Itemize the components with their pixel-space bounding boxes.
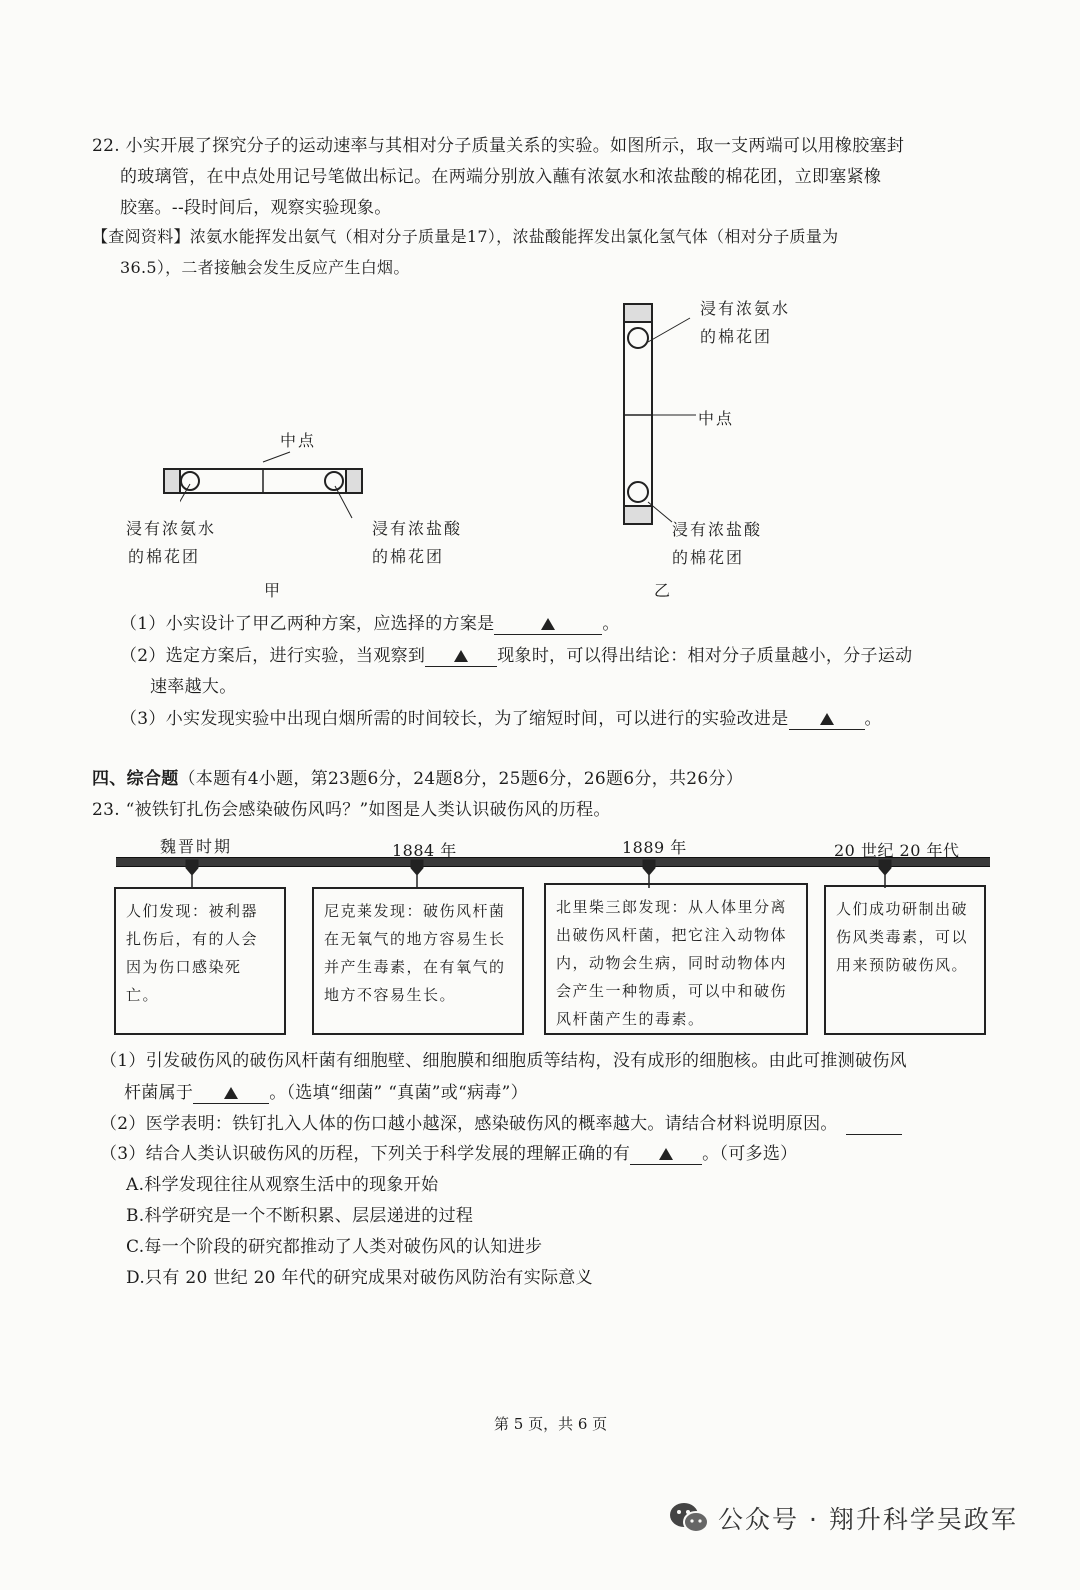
- q22-sub-2-line-2: 速率越大。: [150, 677, 237, 697]
- q22-line-3: 胶塞。--段时间后，观察实验现象。: [120, 198, 392, 218]
- q23-sub-2-text: （2）医学表明：铁钉扎入人体的伤口越小越深，感染破伤风的概率越大。请结合材料说明原因。: [100, 1114, 838, 1134]
- page-footer: 第 5 页，共 6 页: [494, 1415, 608, 1433]
- q22-sub-3-end: 。: [864, 709, 882, 729]
- q22-sub-3-text: （3）小实发现实验中出现白烟所需的时间较长，为了缩短时间，可以进行的实验改进是: [120, 709, 789, 729]
- q22-line-1: 22. 小实开展了探究分子的运动速率与其相对分子质量关系的实验。如图所示，取一支两端可以用橡胶塞封: [92, 136, 905, 156]
- q22-sub-1: [120, 609, 620, 635]
- triangle-icon: [454, 650, 468, 662]
- q22-sub-3-answer-blank[interactable]: [789, 709, 865, 730]
- q22-sub-1-answer-blank[interactable]: [494, 614, 602, 635]
- q22-sub-2-answer-blank[interactable]: [425, 646, 497, 667]
- timeline-box-2: 尼克莱发现：破伤风杆菌在无氧气的地方容易生长并产生毒素，在有氧气的地方不容易生长。: [312, 887, 524, 1035]
- q22-line-2: 的玻璃管，在中点处用记号笔做出标记。在两端分别放入蘸有浓氨水和浓盐酸的棉花团，立即塞紧橡: [120, 167, 882, 187]
- section-4-heading: [92, 764, 743, 789]
- section-4-title: 四、综合题: [92, 769, 179, 789]
- q23-sub-1-line-2: [124, 1078, 528, 1104]
- q23-sub-3-text: （3）结合人类认识破伤风的历程，下列关于科学发展的理解正确的有: [100, 1144, 631, 1164]
- q23-sub-3-answer-blank[interactable]: [630, 1144, 702, 1165]
- q22-info-line-1: 【查阅资料】浓氨水能挥发出氨气（相对分子质量是17），浓盐酸能挥发出氯化氢气体（相对分子质量为: [92, 227, 839, 246]
- triangle-icon: [224, 1087, 238, 1099]
- q23-sub-2-answer-blank[interactable]: [846, 1114, 902, 1135]
- q23-sub-1-text: 杆菌属于: [124, 1083, 194, 1103]
- q23-option-c: C.每一个阶段的研究都推动了人类对破伤风的认知进步: [126, 1237, 543, 1257]
- figure-a-left-label-2: 的棉花团: [128, 547, 201, 566]
- timeline-box-3: 北里柴三郎发现：从人体里分离出破伤风杆菌，把它注入动物体内，动物会生病，同时动物体内会产生一种物质，可以中和破伤风杆菌产生的毒素。: [544, 883, 808, 1035]
- q22-sub-1-end: 。: [602, 614, 620, 634]
- q22-sub-2-text: （2）选定方案后，进行实验，当观察到: [120, 646, 426, 666]
- timeline-era-2: 1884 年: [392, 841, 457, 860]
- figure-b-midpoint-label: 中点: [698, 409, 735, 428]
- q23-sub-2: [100, 1109, 902, 1135]
- timeline-era-3: 1889 年: [622, 838, 687, 857]
- triangle-icon: [541, 618, 555, 630]
- q23-option-a: A.科学发现往往从观察生活中的现象开始: [126, 1175, 439, 1195]
- watermark: [668, 1500, 1018, 1536]
- timeline-box-1: 人们发现：被利器扎伤后，有的人会因为伤口感染死亡。: [114, 887, 286, 1035]
- q23-option-b: B.科学研究是一个不断积累、层层递进的过程: [126, 1206, 474, 1226]
- figure-a-right-label-2: 的棉花团: [372, 547, 445, 566]
- q22-sub-1-text: （1）小实设计了甲乙两种方案，应选择的方案是: [120, 614, 495, 634]
- q23-sub-3-end: 。（可多选）: [702, 1144, 798, 1164]
- q23-option-d: D.只有 20 世纪 20 年代的研究成果对破伤风防治有实际意义: [126, 1268, 593, 1288]
- timeline-era-1: 魏晋时期: [160, 837, 233, 856]
- q22-sub-3: [120, 704, 882, 730]
- figure-a-caption: 甲: [264, 581, 283, 600]
- q23-intro: 23. “被铁钉扎伤会感染破伤风吗？”如图是人类认识破伤风的历程。: [92, 800, 611, 820]
- figure-a-left-label-1: 浸有浓氨水: [126, 519, 217, 538]
- q22-sub-2: [120, 641, 912, 667]
- wechat-icon: [668, 1500, 710, 1536]
- figure-b-leader-lines: [640, 310, 700, 540]
- triangle-icon: [659, 1148, 673, 1160]
- timeline-box-4: 人们成功研制出破伤风类毒素，可以用来预防破伤风。: [824, 885, 986, 1035]
- figure-a-right-label-1: 浸有浓盐酸: [372, 519, 463, 538]
- figure-b-top-label-1: 浸有浓氨水: [700, 299, 791, 318]
- triangle-icon: [820, 713, 834, 725]
- q22-sub-2-end: 现象时，可以得出结论：相对分子质量越小，分子运动: [497, 646, 913, 666]
- figure-a-midpoint-label: 中点: [280, 431, 317, 450]
- q23-sub-1-line-1: （1）引发破伤风的破伤风杆菌有细胞壁、细胞膜和细胞质等结构，没有成形的细胞核。由此可推测破伤风: [100, 1051, 907, 1071]
- q23-sub-1-answer-blank[interactable]: [193, 1083, 269, 1104]
- figure-b-caption: 乙: [654, 581, 673, 600]
- figure-b-top-label-2: 的棉花团: [700, 327, 773, 346]
- figure-b-bottom-label-1: 浸有浓盐酸: [672, 520, 763, 539]
- watermark-text: 公众号 · 翔升科学吴政军: [718, 1505, 1018, 1534]
- section-4-detail: （本题有4小题，第23题6分，24题8分，25题6分，26题6分，共26分）: [178, 769, 744, 789]
- figure-b-bottom-label-2: 的棉花团: [672, 548, 745, 567]
- q22-info-line-2: 36.5），二者接触会发生反应产生白烟。: [120, 258, 410, 277]
- timeline-era-4: 20 世纪 20 年代: [834, 841, 960, 860]
- q23-sub-1-end: 。（选填“细菌” “真菌”或“病毒”）: [269, 1083, 528, 1103]
- q23-sub-3: [100, 1139, 797, 1165]
